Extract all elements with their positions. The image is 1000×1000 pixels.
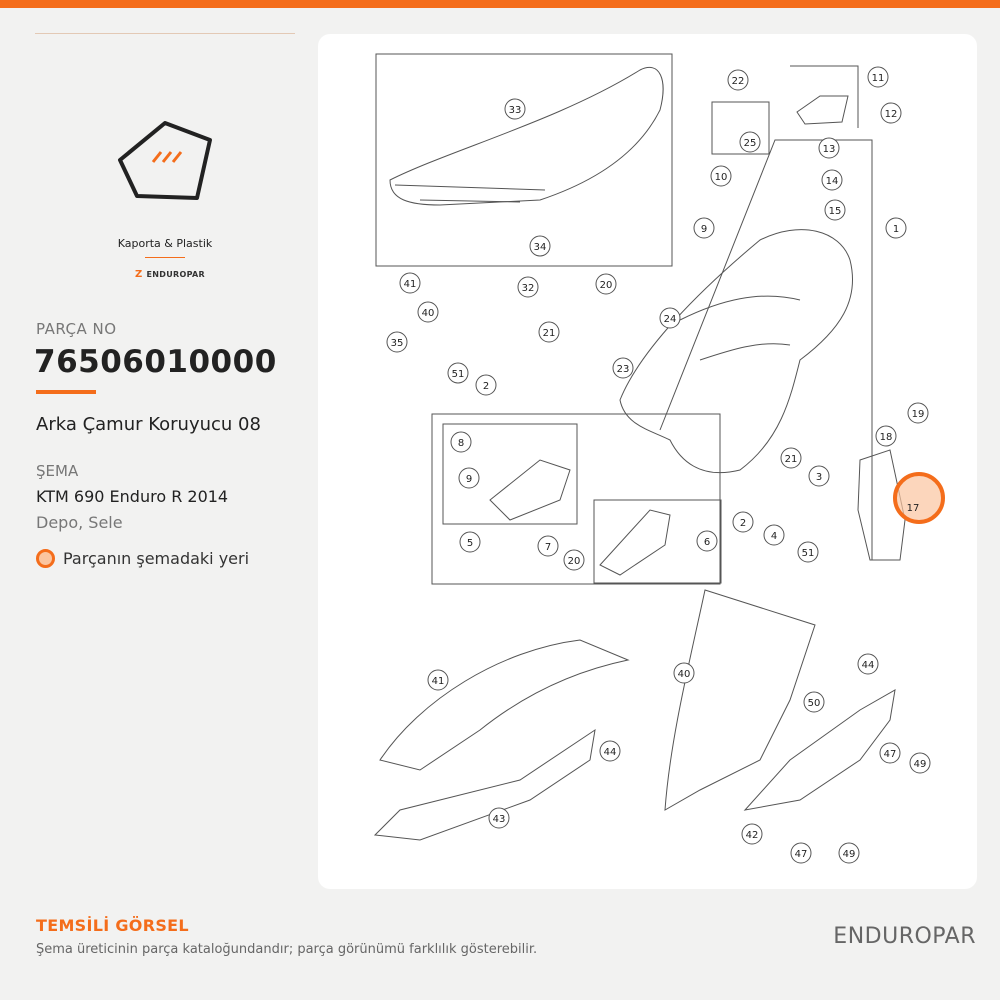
- svg-text:10: 10: [714, 172, 728, 183]
- callout-20a: [596, 274, 616, 294]
- part-6-outline: [600, 510, 670, 575]
- callout-34: [418, 302, 438, 322]
- category-underline: [145, 257, 185, 258]
- svg-text:20: 20: [567, 556, 581, 567]
- svg-text:11: 11: [871, 73, 885, 84]
- callout-42: [742, 824, 762, 844]
- svg-text:51: 51: [451, 369, 465, 380]
- svg-text:19: 19: [911, 409, 925, 420]
- part-number-underline: [36, 390, 96, 394]
- svg-text:4: 4: [770, 531, 778, 542]
- callout-23: [613, 358, 633, 378]
- svg-text:32: 32: [521, 283, 535, 294]
- callout-8: [451, 432, 471, 452]
- seat-group-frame: [376, 54, 672, 266]
- svg-text:47: 47: [794, 849, 808, 860]
- part-number-label: PARÇA NO: [36, 320, 117, 338]
- callout-25: [740, 132, 760, 152]
- svg-text:40: 40: [421, 308, 435, 319]
- callout-30: [518, 277, 538, 297]
- side-panel-41-outline: [380, 640, 628, 770]
- seat-outline: [390, 67, 663, 205]
- svg-text:34: 34: [533, 242, 547, 253]
- callout-2a: [476, 375, 496, 395]
- callout-51b: [798, 542, 818, 562]
- category-logo-icon: [115, 118, 215, 208]
- callout-33: [387, 332, 407, 352]
- svg-text:42: 42: [745, 830, 759, 841]
- callout-20b: [564, 550, 584, 570]
- callout-50: [804, 692, 824, 712]
- svg-text:49: 49: [913, 759, 927, 770]
- location-legend-label: Parçanın şemadaki yeri: [63, 549, 250, 568]
- svg-text:47: 47: [883, 749, 897, 760]
- callout-19: [908, 403, 928, 423]
- svg-text:8: 8: [457, 438, 465, 449]
- schema-group: Depo, Sele: [36, 513, 123, 532]
- callout-41: [428, 670, 448, 690]
- callout-7: [538, 536, 558, 556]
- svg-text:5: 5: [466, 538, 474, 549]
- callout-9: [459, 468, 479, 488]
- svg-text:9: 9: [700, 224, 708, 235]
- category-label: Kaporta & Plastik: [117, 237, 213, 250]
- callout-49b: [839, 843, 859, 863]
- svg-text:18: 18: [879, 432, 893, 443]
- svg-text:44: 44: [861, 660, 875, 671]
- schema-model: KTM 690 Enduro R 2014: [36, 487, 229, 506]
- svg-text:2: 2: [482, 381, 490, 392]
- schema-label: ŞEMA: [36, 462, 79, 480]
- part-12-outline: [797, 96, 848, 124]
- callout-4: [764, 525, 784, 545]
- callout-15: [822, 170, 842, 190]
- callout-44b: [600, 741, 620, 761]
- shroud-40-outline: [665, 590, 815, 810]
- svg-text:13: 13: [822, 144, 836, 155]
- callout-14: [819, 138, 839, 158]
- footer-brand: ENDUROPAR: [833, 924, 976, 949]
- category-logo-block: [35, 100, 295, 290]
- side-panel-43-outline: [375, 730, 595, 840]
- callout-44a: [858, 654, 878, 674]
- callout-32: [530, 236, 550, 256]
- callout-51a: [448, 363, 468, 383]
- callout-3a: [809, 466, 829, 486]
- svg-text:14: 14: [825, 176, 839, 187]
- callout-22: [728, 70, 748, 90]
- callout-11: [711, 166, 731, 186]
- callout-49a: [910, 753, 930, 773]
- svg-text:24: 24: [663, 314, 677, 325]
- svg-text:44: 44: [603, 747, 617, 758]
- callout-40: [674, 663, 694, 683]
- svg-text:21: 21: [542, 328, 556, 339]
- svg-text:1: 1: [892, 224, 900, 235]
- svg-text:20: 20: [599, 280, 613, 291]
- callout-17-highlight[interactable]: [895, 474, 943, 522]
- brand-mark: [120, 267, 220, 281]
- callout-47b: [791, 843, 811, 863]
- svg-text:35: 35: [390, 338, 404, 349]
- svg-text:15: 15: [828, 206, 842, 217]
- callout-1: [886, 218, 906, 238]
- callout-43: [489, 808, 509, 828]
- svg-text:33: 33: [508, 105, 522, 116]
- svg-text:3: 3: [815, 472, 823, 483]
- location-marker-icon: [36, 549, 55, 568]
- callout-21a: [539, 322, 559, 342]
- callout-47a: [880, 743, 900, 763]
- svg-text:2: 2: [739, 518, 747, 529]
- brand-mark-text: ENDUROPAR: [146, 269, 205, 279]
- top-accent-bar: [0, 0, 1000, 8]
- callout-31: [505, 99, 525, 119]
- svg-text:22: 22: [731, 76, 745, 87]
- diagram-panel: [318, 34, 977, 889]
- brand-z-icon: Z: [134, 268, 143, 280]
- location-legend: [36, 549, 249, 568]
- svg-text:51: 51: [801, 548, 815, 559]
- callout-21b: [781, 448, 801, 468]
- part-number: 76506010000: [34, 344, 277, 380]
- svg-text:21: 21: [784, 454, 798, 465]
- callout-18: [876, 426, 896, 446]
- callout-35: [400, 273, 420, 293]
- part-5-outline: [490, 460, 570, 520]
- callout-5: [460, 532, 480, 552]
- callout-16: [825, 200, 845, 220]
- svg-text:41: 41: [403, 279, 417, 290]
- svg-text:7: 7: [544, 542, 552, 553]
- callout-12: [868, 67, 888, 87]
- svg-text:50: 50: [807, 698, 821, 709]
- tank-detail-lines: [680, 296, 800, 360]
- svg-text:43: 43: [492, 814, 506, 825]
- svg-text:17: 17: [906, 503, 920, 514]
- callout-13: [881, 103, 901, 123]
- svg-text:23: 23: [616, 364, 630, 375]
- exploded-parts-diagram: [318, 34, 977, 889]
- svg-text:49: 49: [842, 849, 856, 860]
- callout-6: [697, 531, 717, 551]
- top-divider: [35, 33, 295, 34]
- seat-detail-lines: [395, 185, 545, 202]
- svg-text:25: 25: [743, 138, 757, 149]
- svg-text:12: 12: [884, 109, 898, 120]
- svg-text:41: 41: [431, 676, 445, 687]
- callout-10: [694, 218, 714, 238]
- svg-text:9: 9: [465, 474, 473, 485]
- footer-note: Şema üreticinin parça kataloğundandır; parça görünümü farklılık gösterebilir.: [36, 942, 538, 957]
- callout-24: [660, 308, 680, 328]
- callout-2b: [733, 512, 753, 532]
- part-name: Arka Çamur Koruyucu 08: [36, 414, 261, 435]
- svg-text:40: 40: [677, 669, 691, 680]
- svg-text:6: 6: [703, 537, 711, 548]
- footer-title: TEMSİLİ GÖRSEL: [36, 916, 189, 935]
